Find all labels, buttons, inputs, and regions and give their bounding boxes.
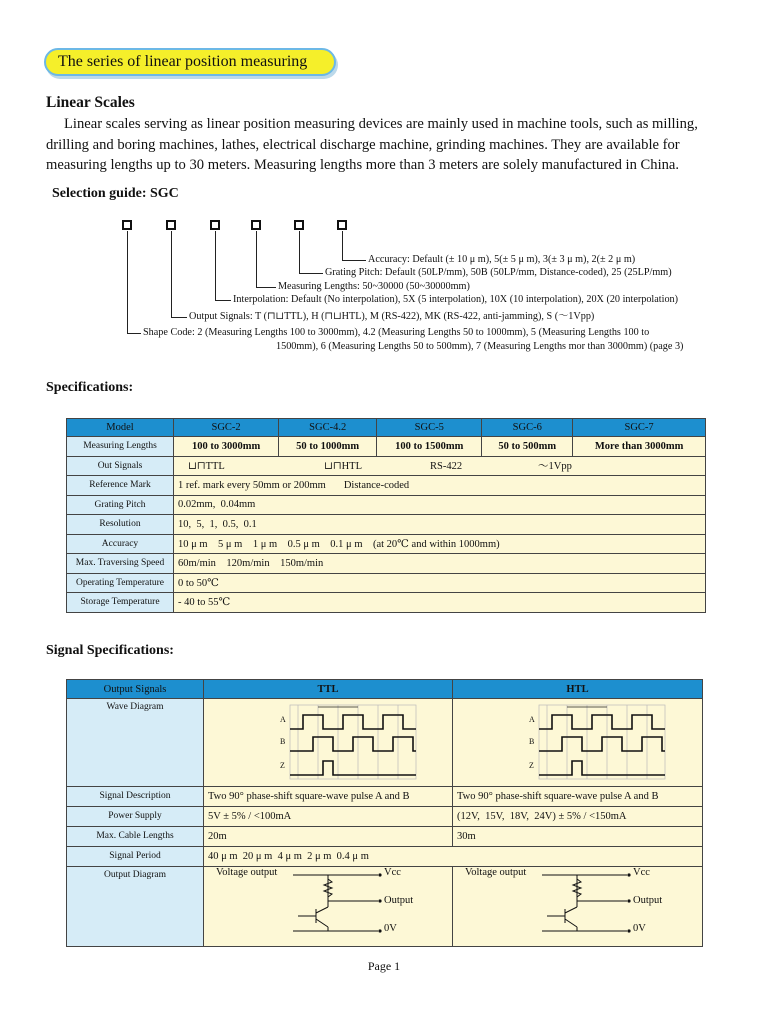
speed-value: 60m/min 120m/min 150m/min (174, 554, 706, 574)
signal-header-ttl: TTL (204, 680, 453, 699)
spec-header-sgc2: SGC-2 (174, 419, 279, 437)
table-row (67, 807, 703, 827)
code-box-1 (122, 220, 132, 230)
htl-wave-diagram (517, 701, 677, 781)
grating-pitch-value: 0.02mm, 0.04mm (174, 495, 706, 515)
row-label: Operating Temperature (67, 573, 174, 593)
ttl-output-circuit (288, 871, 388, 941)
section-title: The series of linear position measuring (58, 53, 308, 70)
table-row (67, 827, 703, 847)
table-row (67, 534, 706, 554)
vcc-label: Vcc (384, 867, 401, 878)
table-row (67, 847, 703, 867)
table-row (67, 554, 706, 574)
operating-temp-value: 0 to 50℃ (174, 573, 706, 593)
htl-wave-cell (453, 699, 703, 787)
measuring-sgc42: 50 to 1000mm (279, 437, 377, 457)
cable-length-ttl: 20m (204, 827, 453, 847)
code-box-3 (210, 220, 220, 230)
spec-header-model: Model (67, 419, 174, 437)
power-supply-htl: (12V, 15V, 18V, 24V) ± 5% / <150mA (453, 807, 703, 827)
signal-specifications-heading: Signal Specifications: (46, 643, 174, 658)
accuracy-label: Accuracy: Default (± 10 μ m), 5(± 5 μ m), 3(± 3 μ m), 2(± 2 μ m) (368, 254, 636, 265)
ttl-wave-diagram (268, 701, 428, 781)
signal-desc-ttl: Two 90° phase-shift square-wave pulse A and B (204, 787, 453, 807)
table-row (67, 437, 706, 457)
row-label: Output Diagram (67, 867, 204, 947)
storage-temp-value: - 40 to 55℃ (174, 593, 706, 613)
ref-mark-value: 1 ref. mark every 50mm or 200mm (178, 479, 326, 491)
measuring-sgc6: 50 to 500mm (482, 437, 573, 457)
row-label: Out Signals (67, 456, 174, 476)
table-row (67, 495, 706, 515)
spec-header-row (67, 419, 706, 437)
table-row (67, 476, 706, 496)
output-signals-label: Output Signals: T (⊓⊔TTL), H (⊓⊔HTL), M (RS-422), MK (RS-422, anti-jamming), S (～1Vpp) (189, 311, 595, 322)
ttl-output-cell (204, 867, 453, 947)
row-label: Power Supply (67, 807, 204, 827)
specifications-heading: Specifications: (46, 380, 134, 395)
interpolation-label: Interpolation: Default (No interpolation), 5X (5 interpolation), 10X (10 interpolation), 20X (20 interpolation) (233, 294, 679, 305)
voltage-output-label: Voltage output (216, 867, 278, 878)
out-signals-values (174, 456, 706, 476)
output-label: Output (633, 895, 663, 906)
channel-z-label: Z (280, 761, 285, 770)
spec-header-sgc7: SGC-7 (573, 419, 706, 437)
shape-code-label-cont: 1500mm), 6 (Measuring Lengths 50 to 500mm), 7 (Measuring Lengths mor than 3000mm) (page 3) (276, 341, 684, 352)
zero-volt-label: 0V (633, 923, 646, 934)
ttl-wave-cell (204, 699, 453, 787)
zero-volt-label: 0V (384, 923, 397, 934)
code-box-6 (337, 220, 347, 230)
row-label: Signal Description (67, 787, 204, 807)
signal-header-output: Output Signals (67, 680, 204, 699)
accuracy-value: 10 μ m 5 μ m 1 μ m 0.5 μ m 0.1 μ m (178, 538, 363, 550)
specifications-table (66, 418, 706, 613)
out-signal-htl: ⊔⊓HTL (324, 461, 363, 473)
voltage-output-label: Voltage output (465, 867, 527, 878)
row-label: Signal Period (67, 847, 204, 867)
signal-table (66, 679, 703, 947)
table-row (67, 573, 706, 593)
resolution-value: 10, 5, 1, 0.5, 0.1 (174, 515, 706, 535)
row-label: Measuring Lengths (67, 437, 174, 457)
out-signal-1vpp: ～1Vpp (538, 461, 572, 473)
spec-header-sgc42: SGC-4.2 (279, 419, 377, 437)
signal-header-row (67, 680, 703, 699)
ref-mark-distance: Distance-coded (343, 479, 410, 491)
measuring-sgc5: 100 to 1500mm (377, 437, 482, 457)
row-label: Grating Pitch (67, 495, 174, 515)
table-row (67, 456, 706, 476)
row-label: Reference Mark (67, 476, 174, 496)
row-label: Wave Diagram (67, 699, 204, 787)
power-supply-ttl: 5V ± 5% / <100mA (204, 807, 453, 827)
code-box-5 (294, 220, 304, 230)
cable-length-htl: 30m (453, 827, 703, 847)
signal-period-value: 40 μ m 20 μ m 4 μ m 2 μ m 0.4 μ m (204, 847, 703, 867)
table-row (67, 699, 703, 787)
table-row (67, 593, 706, 613)
spec-header-sgc6: SGC-6 (482, 419, 573, 437)
grating-pitch-label: Grating Pitch: Default (50LP/mm), 50B (50LP/mm, Distance-coded), 25 (25LP/mm) (325, 267, 672, 278)
channel-b-label: B (280, 737, 286, 746)
selection-guide-heading: Selection guide: SGC (52, 186, 179, 201)
measuring-sgc2: 100 to 3000mm (174, 437, 279, 457)
spec-header-sgc5: SGC-5 (377, 419, 482, 437)
output-label: Output (384, 895, 414, 906)
accuracy-note: (at 20℃ and within 1000mm) (372, 538, 500, 550)
shape-code-label: Shape Code: 2 (Measuring Lengths 100 to 3000mm), 4.2 (Measuring Lengths 50 to 1000mm), 5 (Measuring Lengths 100 to (143, 327, 650, 338)
section-title-pill (44, 48, 336, 76)
measuring-sgc7: More than 3000mm (573, 437, 706, 457)
row-label: Resolution (67, 515, 174, 535)
row-label: Max. Cable Lengths (67, 827, 204, 847)
signal-header-htl: HTL (453, 680, 703, 699)
table-row (67, 867, 703, 947)
page-number: Page 1 (367, 959, 401, 973)
out-signal-ttl: ⊔⊓TTL (188, 461, 225, 473)
signal-desc-htl: Two 90° phase-shift square-wave pulse A and B (453, 787, 703, 807)
measuring-lengths-label: Measuring Lengths: 50~30000 (50~30000mm) (278, 281, 470, 292)
table-row (67, 515, 706, 535)
channel-a-label: A (529, 715, 535, 724)
table-row (67, 787, 703, 807)
intro-paragraph: Linear scales serving as linear position measuring devices are mainly used in machine tools, such as milling, drilling and boring machines, lathes, electrical discharge machine, grinding machines. They are available for measuring lengths up to 30 meters. Measuring lengths more than 3 meters are solely manufactured in China. (46, 116, 698, 173)
row-label: Max. Traversing Speed (67, 554, 174, 574)
channel-b-label: B (529, 737, 535, 746)
linear-scales-heading: Linear Scales (46, 94, 135, 111)
accuracy-values (174, 534, 706, 554)
code-box-4 (251, 220, 261, 230)
channel-a-label: A (280, 715, 286, 724)
htl-output-circuit (537, 871, 637, 941)
reference-mark-values (174, 476, 706, 496)
row-label: Storage Temperature (67, 593, 174, 613)
htl-output-cell (453, 867, 703, 947)
out-signal-rs422: RS-422 (430, 461, 463, 473)
code-box-2 (166, 220, 176, 230)
vcc-label: Vcc (633, 867, 650, 878)
channel-z-label: Z (529, 761, 534, 770)
row-label: Accuracy (67, 534, 174, 554)
